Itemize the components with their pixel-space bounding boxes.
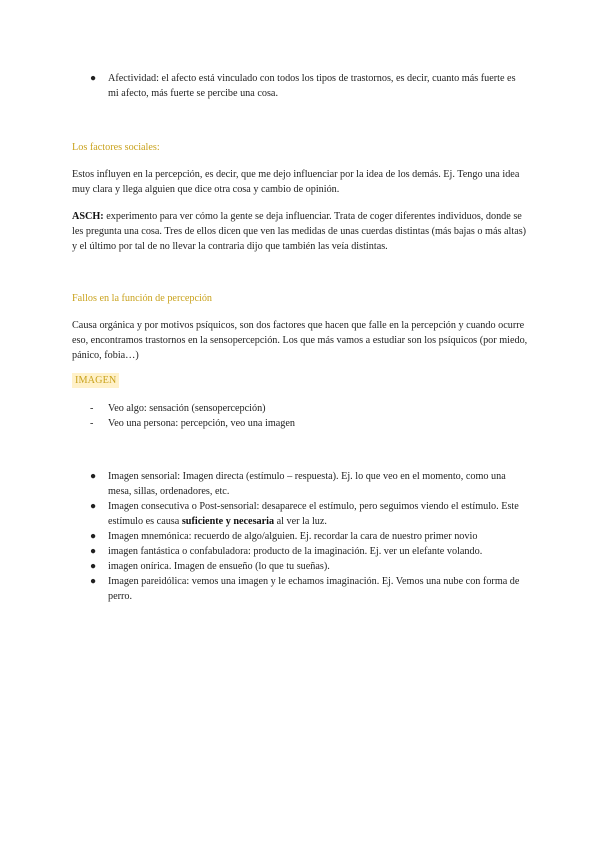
list-item: ● Imagen sensorial: Imagen directa (estímulo – respuesta). Ej. lo que veo en el momento, como una mesa, sillas, ordenadores, etc.	[90, 471, 506, 497]
asch-label: ASCH:	[72, 211, 104, 222]
imagen-types-list	[90, 469, 520, 604]
bullet-icon: ●	[90, 471, 97, 482]
dash-icon: -	[90, 418, 94, 429]
bullet-icon: ●	[90, 576, 97, 587]
bullet-icon: ●	[90, 561, 97, 572]
social-paragraph: Estos influyen en la percepción, es decir, que me dejo influenciar por la idea de los demás. Ej. Tengo una idea muy clara y llega alguien que dice otra cosa y cambio de opinión.	[72, 169, 520, 195]
intro-bullet-list	[90, 71, 520, 101]
list-item: ● Imagen mnemónica: recuerdo de algo/alguien. Ej. recordar la cara de nuestro primer novio	[90, 531, 478, 542]
asch-paragraph	[72, 209, 532, 254]
list-item: ● imagen fantástica o confabuladora: producto de la imaginación. Ej. ver un elefante volando.	[90, 546, 483, 557]
afectividad-text: Afectividad: el afecto está vinculado con todos los tipos de trastornos, es decir, cuanto más fuerte es mi afecto, más fuerte se percibe una cosa.	[108, 73, 516, 99]
list-item: ● Imagen pareidólica: vemos una imagen y le echamos imaginación. Ej. Vemos una nube con forma de perro.	[90, 576, 520, 602]
list-item: ● imagen onírica. Imagen de ensueño (lo que tu sueñas).	[90, 561, 330, 572]
asch-text: experimento para ver cómo la gente se deja influenciar. Trata de coger diferentes individuos, donde se les pregunta una cosa. Tres de ellos dicen que ven las medidas de unas cuerdas distintas (más bajas o más altas) y el último por tal de no llevar la contraria dijo que también las veía distintas.	[72, 211, 527, 252]
list-item: - Veo algo: sensación (sensopercepción)	[90, 403, 266, 414]
social-heading: Los factores sociales:	[72, 142, 160, 153]
bullet-icon: ●	[90, 73, 97, 84]
imagen-heading: IMAGEN	[72, 373, 119, 388]
bullet-icon: ●	[90, 546, 97, 557]
list-item	[90, 71, 520, 101]
fallos-paragraph: Causa orgánica y por motivos psíquicos, son dos factores que hacen que falle en la percepción y cuando ocurre eso, encontramos trastornos en la sensopercepción. Los que más vamos a estudiar son los psíquicos (por miedo, pánico, fobia…)	[72, 320, 528, 361]
bullet-icon: ●	[90, 501, 97, 512]
list-item: - Veo una persona: percepción, veo una imagen	[90, 418, 295, 429]
fallos-heading: Fallos en la función de percepción	[72, 293, 213, 304]
list-item: ● Imagen consecutiva o Post-sensorial: desaparece el estímulo, pero seguimos viendo el estímulo. Este estímulo es causa suficiente y necesaria al ver la luz.	[90, 501, 519, 527]
bold-emphasis: suficiente y necesaria	[181, 516, 275, 527]
dash-icon: -	[90, 403, 94, 414]
dash-list	[90, 401, 520, 431]
bullet-icon: ●	[90, 531, 97, 542]
